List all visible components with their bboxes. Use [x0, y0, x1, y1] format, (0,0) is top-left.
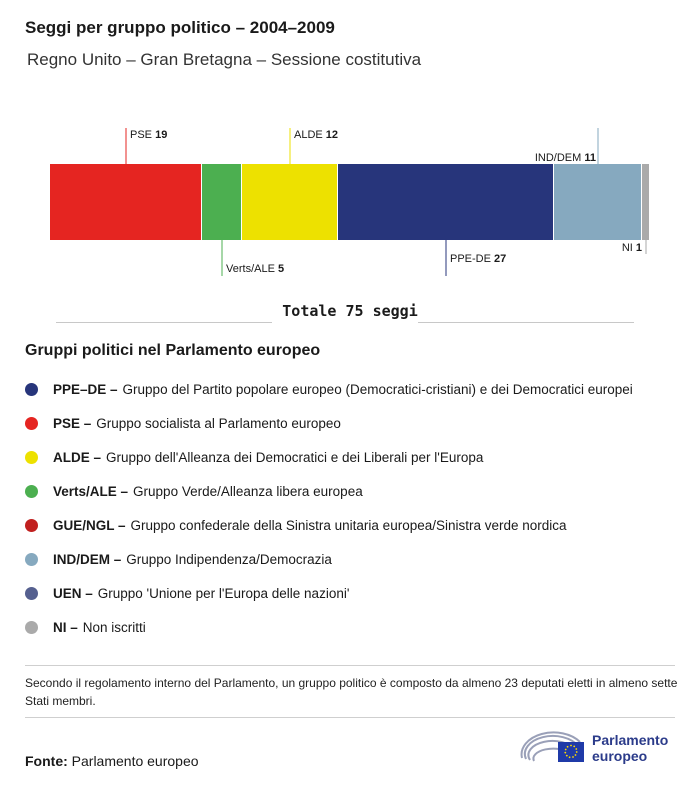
legend-item [25, 576, 685, 610]
bar-segment-ppe-de [338, 164, 553, 240]
legend-description: Gruppo Indipendenza/Democrazia [126, 551, 332, 567]
legend-swatch [25, 451, 38, 464]
source-label: Fonte: [25, 753, 68, 769]
data-label: PSE 19 [130, 129, 168, 141]
legend-description: Gruppo 'Unione per l'Europa delle nazioni' [97, 585, 350, 601]
legend-swatch [25, 621, 38, 634]
legend-item [25, 406, 685, 440]
legend-code: IND/DEM – [53, 551, 122, 567]
legend-description: Gruppo confederale della Sinistra unitaria europea/Sinistra verde nordica [130, 517, 567, 533]
seats-stacked-bar-chart [0, 0, 700, 300]
bar-segment-verts-ale [202, 164, 241, 240]
chart-title: Seggi per gruppo politico – 2004–2009 [25, 18, 335, 37]
legend-description: Gruppo socialista al Parlamento europeo [96, 415, 341, 431]
bar-segment-pse [50, 164, 201, 240]
legend-item [25, 474, 685, 508]
legend-description: Non iscritti [82, 619, 146, 635]
legend-code: UEN – [53, 585, 93, 601]
total-divider-left [56, 322, 272, 323]
source-line [25, 753, 199, 769]
source-value: Parlamento europeo [71, 753, 199, 769]
footnote: Secondo il regolamento interno del Parlamento, un gruppo politico è composto da almeno 23 deputati eletti in almeno sette Stati membri. [25, 676, 678, 708]
total-divider-right [418, 322, 634, 323]
logo-text: Parlamento europeo [592, 732, 669, 764]
chart-subtitle: Regno Unito – Gran Bretagna – Sessione costitutiva [27, 50, 422, 69]
legend-description: Gruppo del Partito popolare europeo (Democratici-cristiani) e dei Democratici europei [122, 381, 633, 397]
legend-code: GUE/NGL – [53, 517, 126, 533]
legend-swatch [25, 553, 38, 566]
legend-swatch [25, 383, 38, 396]
hemicycle-eu-flag-icon [520, 728, 590, 768]
legend-code: Verts/ALE – [53, 483, 129, 499]
data-label: PPE-DE 27 [450, 253, 507, 265]
legend-item [25, 440, 685, 474]
legend-item [25, 610, 685, 644]
note-divider-top [25, 665, 675, 666]
legend-swatch [25, 519, 38, 532]
legend-item [25, 542, 685, 576]
legend-title: Gruppi politici nel Parlamento europeo [25, 342, 321, 359]
legend-swatch [25, 417, 38, 430]
legend-swatch [25, 587, 38, 600]
parliament-logo [520, 728, 690, 768]
legend-code: NI – [53, 619, 78, 635]
legend-description: Gruppo dell'Alleanza dei Democratici e dei Liberali per l'Europa [106, 449, 484, 465]
legend-item [25, 508, 685, 542]
legend-code: PSE – [53, 415, 92, 431]
data-label: NI 1 [621, 242, 642, 254]
legend-code: PPE–DE – [53, 381, 118, 397]
data-label: ALDE 12 [294, 129, 339, 141]
note-divider-bottom [25, 717, 675, 718]
legend-code: ALDE – [53, 449, 102, 465]
legend-description: Gruppo Verde/Alleanza libera europea [133, 483, 363, 499]
total-seats-label: Totale 75 seggi [282, 302, 418, 320]
bar-segment-ind-dem [554, 164, 641, 240]
bar-segment-alde [242, 164, 337, 240]
data-label: Verts/ALE 5 [226, 263, 285, 275]
data-label: IND/DEM 11 [534, 152, 596, 164]
legend [25, 372, 685, 644]
bar-segment-ni [642, 164, 649, 240]
legend-item [25, 372, 685, 406]
legend-swatch [25, 485, 38, 498]
